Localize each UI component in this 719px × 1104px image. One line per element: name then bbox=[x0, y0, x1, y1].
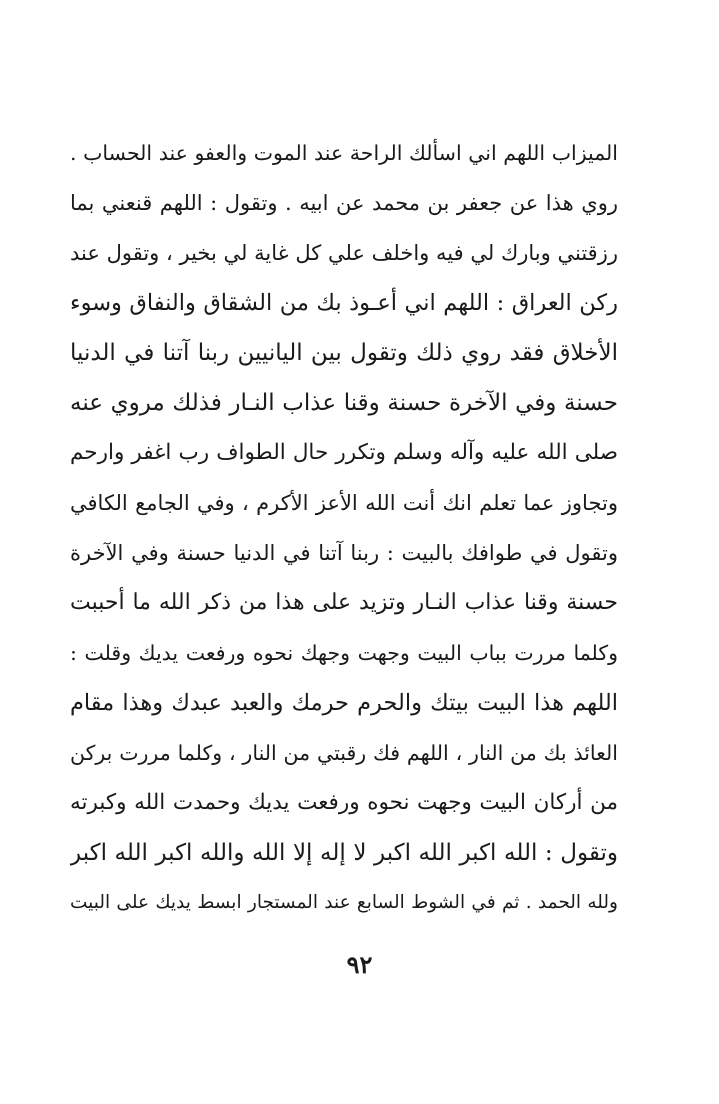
text-line-3: رزقتني وبارك لي فيه واخلف علي كل غاية لي بخير ، وتقول عند bbox=[70, 241, 618, 265]
text-line-6: حسنة وفي الآخرة حسنة وقنا عذاب النـار فذلك مروي عنه bbox=[70, 390, 618, 416]
text-line-10: حسنة وقنا عذاب النـار وتزيد على هذا من ذكر الله ما أحببت bbox=[70, 590, 618, 615]
text-line-9: وتقول في طوافك بالبيت : ربنا آتنا في الدنيا حسنة وفي الآخرة bbox=[70, 541, 618, 565]
page-number: ٩٢ bbox=[346, 950, 373, 979]
text-line-11: وكلما مررت بباب البيت وجهت وجهك نحوه ورفعت يديك وقلت : bbox=[70, 641, 618, 665]
text-line-13: العائذ بك من النار ، اللهم فك رقبتي من النار ، وكلما مررت بركن bbox=[70, 741, 618, 765]
body-text bbox=[70, 128, 618, 928]
text-line-14: من أركان البيت وجهت نحوه ورفعت يديك وحمدت الله وكبرته bbox=[70, 790, 618, 815]
text-line-12: اللهم هذا البيت بيتك والحرم حرمك والعبد عبدك وهذا مقام bbox=[70, 690, 618, 716]
text-line-7: صلى الله عليه وآله وسلم وتكرر حال الطواف رب اغفر وارحم bbox=[70, 440, 618, 465]
text-line-1: الميزاب اللهم اني اسألك الراحة عند الموت والعفو عند الحساب . bbox=[70, 141, 618, 165]
text-line-8: وتجاوز عما تعلم انك أنت الله الأعز الأكرم ، وفي الجامع الكافي bbox=[70, 491, 618, 515]
text-line-16: ولله الحمد . ثم في الشوط السابع عند المستجار ابسط يديك على البيت bbox=[70, 892, 618, 913]
text-line-4: ركن العراق : اللهم اني أعـوذ بك من الشقاق والنفاق وسوء bbox=[70, 290, 618, 316]
text-line-5: الأخلاق فقد روي ذلك وتقول بين اليانيين ربنا آتنا في الدنيا bbox=[70, 340, 618, 366]
text-line-15: وتقول : الله اكبر الله اكبر لا إله إلا الله والله اكبر الله اكبر bbox=[70, 840, 618, 866]
text-line-2: روي هذا عن جعفر بن محمد عن ابيه . وتقول : اللهم قنعني بما bbox=[70, 191, 618, 215]
